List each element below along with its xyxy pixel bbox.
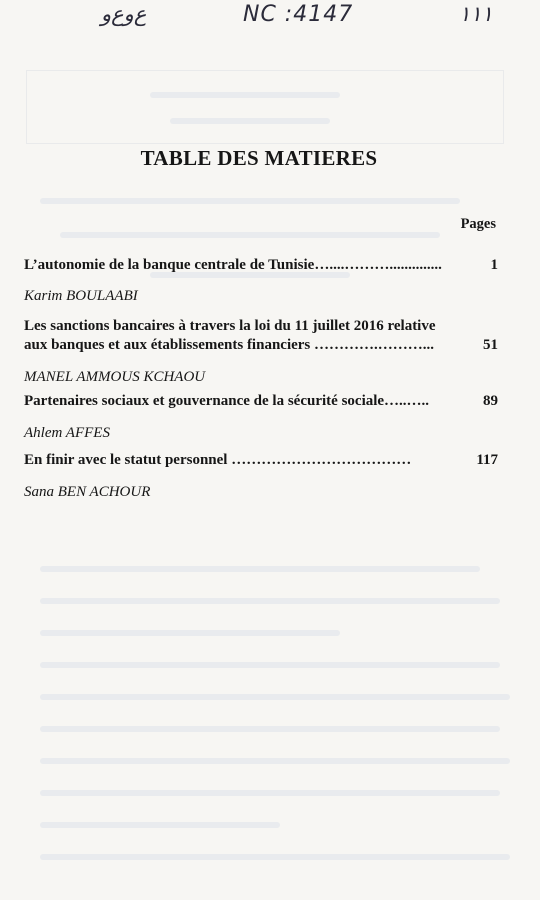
toc-entry-title bbox=[24, 392, 498, 411]
show-through-line bbox=[40, 854, 510, 860]
toc-entry-text: Partenaires sociaux et gouvernance de la sécurité sociale…..….. bbox=[24, 393, 430, 409]
show-through-line bbox=[150, 92, 340, 98]
show-through-line bbox=[40, 822, 280, 828]
show-through-line bbox=[40, 566, 480, 572]
toc-entry-text: L’autonomie de la banque centrale de Tunisie…....……….............. bbox=[24, 257, 442, 273]
toc-entry-text-line1: Les sanctions bancaires à travers la loi du 11 juillet 2016 relative bbox=[24, 318, 436, 334]
toc-entry-page: 117 bbox=[476, 452, 498, 468]
show-through-line bbox=[60, 232, 440, 238]
show-through-line bbox=[40, 662, 500, 668]
toc-entry-author: Sana BEN ACHOUR bbox=[24, 484, 151, 500]
toc-entry-page: 1 bbox=[490, 257, 498, 273]
show-through-line bbox=[40, 630, 340, 636]
handwritten-note-left: ﻉﻭﻉﻭ bbox=[101, 2, 147, 26]
handwritten-call-number: NC :4147 bbox=[243, 2, 354, 27]
toc-entry-title bbox=[24, 317, 498, 355]
show-through-line bbox=[170, 118, 330, 124]
toc-entry-title bbox=[24, 256, 498, 275]
toc-entry-title bbox=[24, 451, 498, 470]
page-title: TABLE DES MATIERES bbox=[140, 146, 378, 170]
handwritten-note-right: ١١١ bbox=[459, 2, 493, 26]
show-through-line bbox=[40, 694, 510, 700]
toc-entry-page: 89 bbox=[483, 393, 498, 409]
show-through-line bbox=[40, 198, 460, 204]
show-through-line bbox=[40, 726, 500, 732]
show-through-line bbox=[40, 758, 510, 764]
show-through-frame bbox=[26, 70, 504, 144]
show-through-line bbox=[40, 598, 500, 604]
show-through-line bbox=[40, 790, 500, 796]
toc-entry-text: En finir avec le statut personnel ……………………………… bbox=[24, 452, 412, 468]
pages-column-label: Pages bbox=[460, 216, 496, 232]
toc-entry-author: MANEL AMMOUS KCHAOU bbox=[24, 369, 206, 385]
toc-entry-author: Ahlem AFFES bbox=[24, 425, 110, 441]
toc-entry-text-line2: aux banques et aux établissements financiers ………….………... bbox=[24, 337, 435, 353]
toc-entry-page: 51 bbox=[483, 337, 498, 353]
toc-entry-author: Karim BOULAABI bbox=[24, 288, 138, 304]
